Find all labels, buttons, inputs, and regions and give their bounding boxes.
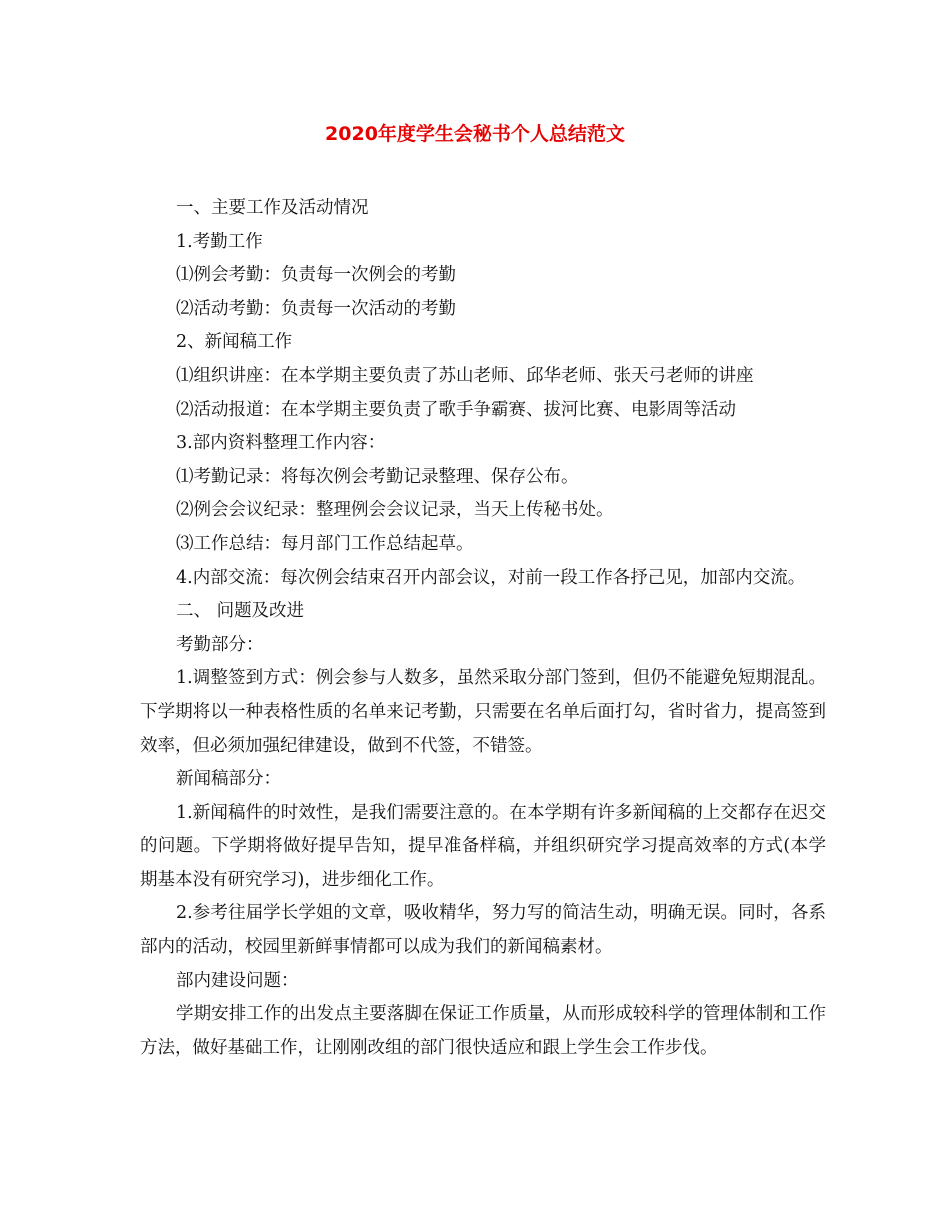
list-item: ⑴组织讲座：在本学期主要负责了苏山老师、邱华老师、张天弓老师的讲座 bbox=[176, 365, 754, 386]
subheading-department-building: 部内建设问题： bbox=[176, 970, 299, 991]
subheading-attendance: 1.考勤工作 bbox=[176, 231, 263, 252]
list-item: ⑵例会会议纪录：整理例会会议记录，当天上传秘书处。 bbox=[176, 500, 614, 521]
paragraph-news-reference: 2.参考往届学长学姐的文章，吸收精华，努力写的简洁生动，明确无误。同时，各系部内的活动，校园里新鲜事情都可以成为我们的新闻稿素材。 bbox=[140, 903, 826, 958]
list-item: ⑵活动考勤：负责每一次活动的考勤 bbox=[176, 298, 456, 319]
list-item: ⑴考勤记录：将每次例会考勤记录整理、保存公布。 bbox=[176, 466, 579, 487]
document-body bbox=[140, 192, 826, 1065]
section-heading-problems: 二、 问题及改进 bbox=[176, 601, 305, 622]
paragraph-department-building: 学期安排工作的出发点主要落脚在保证工作质量，从而形成较科学的管理体制和工作方法，做好基础工作，让刚刚改组的部门很快适应和跟上学生会工作步伐。 bbox=[140, 1004, 826, 1058]
subheading-attendance-part: 考勤部分： bbox=[176, 634, 264, 655]
subheading-records: 3.部内资料整理工作内容： bbox=[176, 433, 386, 454]
list-item: ⑵活动报道：在本学期主要负责了歌手争霸赛、拔河比赛、电影周等活动 bbox=[176, 399, 736, 420]
paragraph-internal-exchange: 4.内部交流：每次例会结束召开内部会议，对前一段工作各抒己见，加部内交流。 bbox=[176, 567, 806, 588]
subheading-news: 2、新闻稿工作 bbox=[176, 332, 293, 353]
paragraph-news-timeliness: 1.新闻稿件的时效性，是我们需要注意的。在本学期有许多新闻稿的上交都存在迟交的问题。下学期将做好提早告知，提早准备样稿，并组织研究学习提高效率的方式(本学期基本没有研究学习)，进步细化工作。 bbox=[140, 802, 826, 890]
paragraph-sign-in: 1.调整签到方式：例会参与人数多，虽然采取分部门签到，但仍不能避免短期混乱。下学期将以一种表格性质的名单来记考勤，只需要在名单后面打勾，省时省力，提高签到效率，但必须加强纪律建设，做到不代签，不错签。 bbox=[140, 668, 826, 756]
subheading-news-part: 新闻稿部分： bbox=[176, 769, 281, 790]
list-item: ⑶工作总结：每月部门工作总结起草。 bbox=[176, 533, 474, 554]
section-heading-work: 一、主要工作及活动情况 bbox=[176, 198, 369, 218]
document-title: 2020年度学生会秘书个人总结范文 bbox=[325, 123, 625, 145]
list-item: ⑴例会考勤：负责每一次例会的考勤 bbox=[176, 265, 456, 286]
